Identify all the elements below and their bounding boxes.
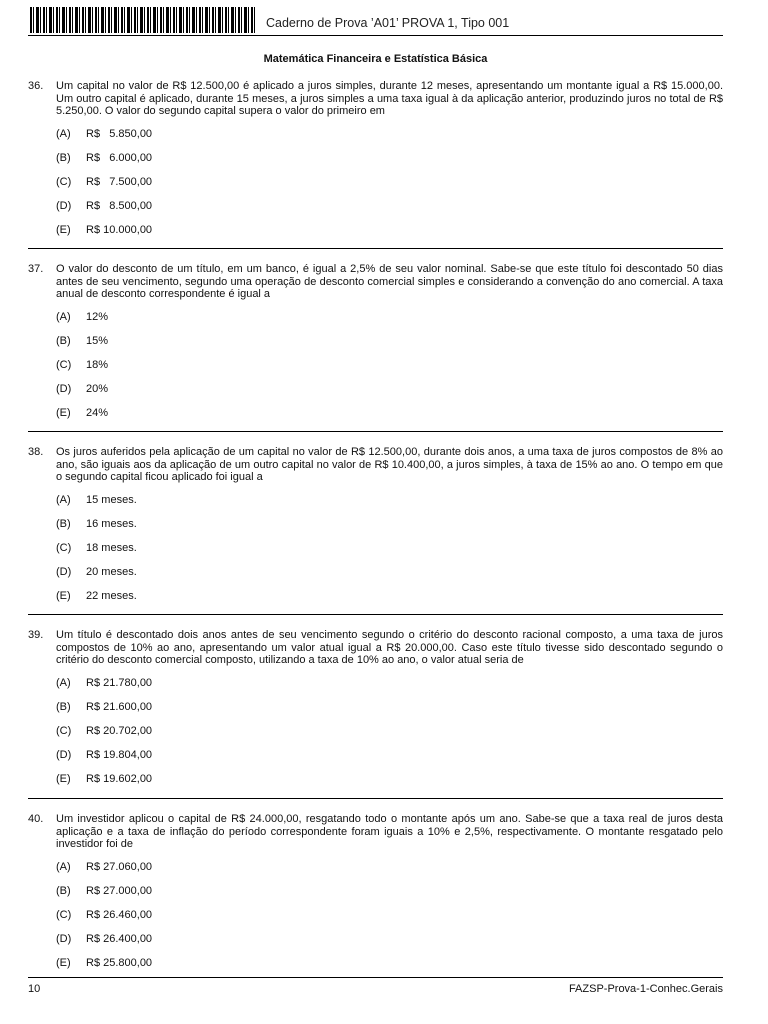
option-letter: (E)	[56, 956, 71, 969]
option-text: R$ 20.702,00	[86, 724, 153, 737]
option-text: 22 meses.	[86, 589, 137, 602]
option-letter: (A)	[56, 493, 71, 506]
option-a[interactable]	[56, 861, 723, 885]
question-divider	[28, 431, 723, 432]
question-text: O valor do desconto de um título, em um banco, é igual a 2,5% de seu valor nominal. Sabe-se que este título foi descontado 50 dias antes de seu vencimento, segundo uma operação de desconto comercial simples e considerando a convenção do ano comercial. A taxa anual de desconto correspondente é igual a	[56, 263, 723, 301]
option-letter: (B)	[56, 884, 71, 897]
option-text: 20%	[86, 382, 109, 395]
option-letter: (D)	[56, 382, 72, 395]
option-text: R$ 27.000,00	[86, 884, 153, 897]
option-text: 24%	[86, 406, 109, 419]
question-40	[28, 813, 723, 981]
question-text: Um investidor aplicou o capital de R$ 24.000,00, resgatando todo o montante após um ano. Sabe-se que a taxa real de juros desta aplicação e a taxa de inflação do período correspondente foram iguais a 10% e 2,5%, respectivamente. O montante resgatado pelo investidor foi de	[56, 813, 723, 851]
question-number: 39.	[28, 629, 44, 641]
barcode-icon	[30, 7, 256, 33]
option-list	[56, 677, 723, 797]
option-text: R$ 19.804,00	[86, 748, 153, 761]
option-letter: (C)	[56, 541, 72, 554]
option-text: R$ 26.400,00	[86, 932, 153, 945]
question-number: 36.	[28, 80, 44, 92]
option-text: 15%	[86, 334, 109, 347]
option-a[interactable]	[56, 311, 723, 335]
option-letter: (A)	[56, 676, 71, 689]
option-d[interactable]	[56, 749, 723, 773]
option-b[interactable]	[56, 701, 723, 725]
question-36	[28, 80, 723, 248]
option-d[interactable]	[56, 933, 723, 957]
option-text: R$ 27.060,00	[86, 860, 153, 873]
option-text: 12%	[86, 310, 109, 323]
option-letter: (C)	[56, 908, 72, 921]
option-list	[56, 861, 723, 981]
option-e[interactable]	[56, 407, 723, 431]
question-text: Os juros auferidos pela aplicação de um capital no valor de R$ 12.500,00, durante dois anos, a uma taxa de juros compostos de 8% ao ano, são iguais aos da aplicação de um outro capital no valor de R$ 10.400,00, a juros simples, à taxa de 15% ao ano. O tempo em que o segundo capital ficou aplicado foi igual a	[56, 446, 723, 484]
option-text: R$ 7.500,00	[86, 175, 153, 188]
option-list	[56, 311, 723, 431]
option-text: R$ 21.780,00	[86, 676, 153, 689]
option-list	[56, 128, 723, 248]
option-a[interactable]	[56, 494, 723, 518]
option-c[interactable]	[56, 359, 723, 383]
option-letter: (B)	[56, 151, 71, 164]
option-letter: (A)	[56, 310, 71, 323]
option-letter: (E)	[56, 406, 71, 419]
option-a[interactable]	[56, 677, 723, 701]
option-text: 18%	[86, 358, 109, 371]
option-text: R$ 5.850,00	[86, 127, 153, 140]
option-letter: (D)	[56, 932, 72, 945]
option-d[interactable]	[56, 200, 723, 224]
option-text: R$ 6.000,00	[86, 151, 153, 164]
question-number: 37.	[28, 263, 44, 275]
option-list	[56, 494, 723, 614]
option-c[interactable]	[56, 909, 723, 933]
option-text: R$ 25.800,00	[86, 956, 153, 969]
option-b[interactable]	[56, 518, 723, 542]
option-letter: (A)	[56, 127, 71, 140]
option-text: 18 meses.	[86, 541, 137, 554]
option-c[interactable]	[56, 176, 723, 200]
option-text: R$ 19.602,00	[86, 772, 153, 785]
option-text: R$ 10.000,00	[86, 223, 153, 236]
option-a[interactable]	[56, 128, 723, 152]
option-letter: (C)	[56, 175, 72, 188]
option-b[interactable]	[56, 152, 723, 176]
option-d[interactable]	[56, 383, 723, 407]
option-letter: (B)	[56, 517, 71, 530]
option-letter: (D)	[56, 565, 72, 578]
option-text: R$ 8.500,00	[86, 199, 153, 212]
question-text: Um capital no valor de R$ 12.500,00 é aplicado a juros simples, durante 12 meses, apresentando um montante igual a R$ 15.000,00. Um outro capital é aplicado, durante 15 meses, a juros simples a uma taxa igual à da aplicação anterior, produzindo juros no total de R$ 5.250,00. O valor do segundo capital supera o valor do primeiro em	[56, 80, 723, 118]
option-e[interactable]	[56, 590, 723, 614]
header-title: Caderno de Prova ’A01’ PROVA 1, Tipo 001	[266, 16, 510, 30]
question-37	[28, 263, 723, 431]
question-38	[28, 446, 723, 614]
option-text: R$ 21.600,00	[86, 700, 153, 713]
option-text: R$ 26.460,00	[86, 908, 153, 921]
page-number: 10	[28, 983, 41, 995]
option-letter: (D)	[56, 748, 72, 761]
question-number: 40.	[28, 813, 44, 825]
question-number: 38.	[28, 446, 44, 458]
option-letter: (A)	[56, 860, 71, 873]
option-text: 16 meses.	[86, 517, 137, 530]
option-b[interactable]	[56, 885, 723, 909]
option-letter: (E)	[56, 223, 71, 236]
section-title: Matemática Financeira e Estatística Básica	[263, 53, 488, 65]
exam-code: FAZSP-Prova-1-Conhec.Gerais	[568, 983, 723, 995]
option-letter: (B)	[56, 700, 71, 713]
option-e[interactable]	[56, 773, 723, 797]
option-text: 20 meses.	[86, 565, 137, 578]
option-b[interactable]	[56, 335, 723, 359]
option-c[interactable]	[56, 725, 723, 749]
option-c[interactable]	[56, 542, 723, 566]
footer-divider	[28, 977, 723, 978]
question-divider	[28, 614, 723, 615]
question-divider	[28, 248, 723, 249]
question-text: Um título é descontado dois anos antes de seu vencimento segundo o critério do desconto racional composto, a uma taxa de juros compostos de 10% ao ano, apresentando um valor atual igual a R$ 20.000,00. Caso este título tivesse sido descontado segundo o critério do desconto comercial composto, utilizando a taxa de 10% ao ano, o valor atual seria de	[56, 629, 723, 667]
option-letter: (E)	[56, 772, 71, 785]
header-divider	[28, 35, 723, 36]
option-letter: (B)	[56, 334, 71, 347]
option-e[interactable]	[56, 224, 723, 248]
option-text: 15 meses.	[86, 493, 137, 506]
question-39	[28, 629, 723, 797]
option-letter: (D)	[56, 199, 72, 212]
option-letter: (C)	[56, 358, 72, 371]
option-d[interactable]	[56, 566, 723, 590]
option-letter: (E)	[56, 589, 71, 602]
option-letter: (C)	[56, 724, 72, 737]
question-divider	[28, 798, 723, 799]
